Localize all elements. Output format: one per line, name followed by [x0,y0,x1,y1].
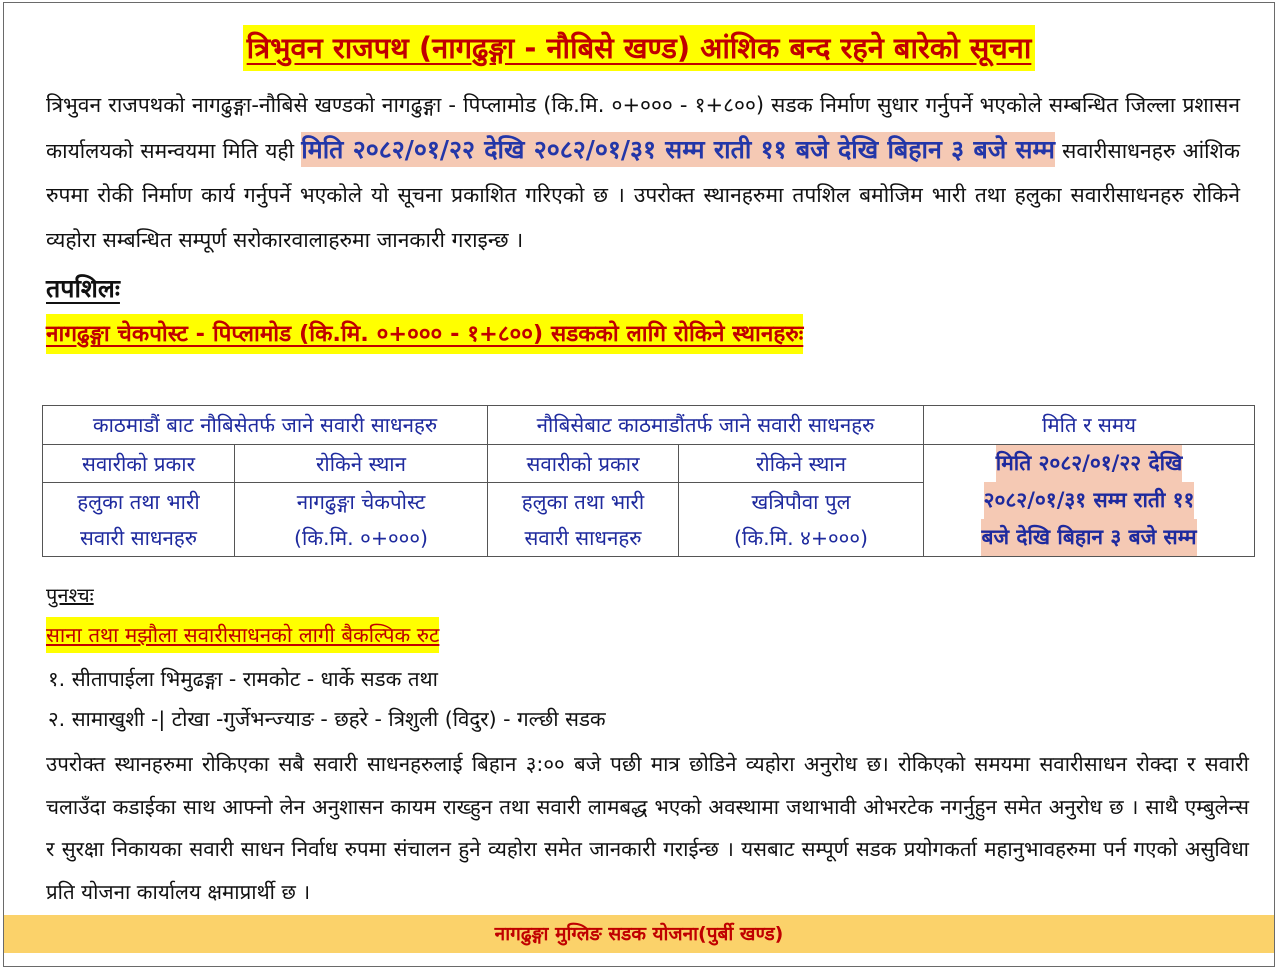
vehicle-type-1-line-1: हलुका तथा भारी [77,489,200,514]
stop-place-cell-1 [235,483,488,557]
stop-place-2-line-1: खत्रिपौवा पुल [751,489,851,514]
notice-page [3,2,1275,967]
title-wrap [4,25,1274,73]
para1-part2: सवारीसाधनहरु आंशिक रुपमा रोकी निर्माण कार्य गर्नुपर्ने भएकोले यो सूचना प्रकाशित गरिएको छ । उपरोक्त स्थानहरुमा तपशिल बमोजिम भारी तथा हलुका सवारीसाधनहरु रोकिने व्यहोरा सम्बन्धित सम्पूर्ण सरोकारवालाहरुमा जानकारी गराइन्छ । [46,138,1240,252]
postscript-label: पुनश्चः [46,583,94,607]
date-highlight: मिति २०८२/०१/२२ देखि २०८२/०१/३१ सम्म राती ११ बजे देखि बिहान ३ बजे सम्म [301,132,1055,167]
stop-place-2-line-2: (कि.मि. ४+०००) [734,525,868,550]
notice-paragraph-1 [46,83,1240,262]
alt-route-heading: साना तथा मझौला सवारीसाधनको लागी बैकल्पिक रुट [46,617,439,653]
stop-place-cell-2 [679,483,924,557]
table-header-row-1 [43,406,1255,445]
vehicle-type-cell-2 [488,483,679,557]
subheading-wrap [46,314,1274,354]
vehicle-type-2-line-2: सवारी साधनहरु [524,525,642,550]
stop-place-1-line-2: (कि.मि. ०+०००) [294,525,428,550]
datetime-line-1: मिति २०८२/०१/२२ देखि [996,445,1183,482]
notice-paragraph-2: उपरोक्त स्थानहरुमा रोकिएका सबै सवारी साधनहरुलाई बिहान ३:०० बजे पछी मात्र छोडिने व्यहोरा अनुरोध छ। रोकिएको समयमा सवारीसाधन रोक्दा र सवारी चलाउँदा कडाईका साथ आफ्नो लेन अनुशासन कायम राख्हुन तथा सवारी लामबद्ध भएको अवस्थामा जथाभावी ओभरटेक नगर्नुहुन समेत अनुरोध छ । साथै एम्बुलेन्स र सुरक्षा निकायका सवारी साधन निर्वाध रुपमा संचालन हुने व्यहोरा समेत जानकारी गराईन्छ । यसबाट सम्पूर्ण सडक प्रयोगकर्ता महानुभावहरुमा पर्न गएको असुविधा प्रति योजना कार्यालय क्षमाप्रार्थी छ । [46,752,1249,904]
datetime-line-2: २०८२/०१/३१ सम्म राती ११ [984,482,1195,519]
alt-route-1: १. सीतापाईला भिमुढङ्गा - रामकोट - धार्के सडक तथा [48,667,438,691]
header-kathmandu-to-naubise: काठमाडौं बाट नौबिसेतर्फ जाने सवारी साधनहरु [43,406,488,445]
footer-office-name: नागढुङ्गा मुग्लिङ सडक योजना(पुर्बी खण्ड) [4,915,1274,953]
stop-place-1-line-1: नागढुङ्गा चेकपोस्ट [296,489,426,514]
header-vehicle-type-1: सवारीको प्रकार [43,445,235,483]
date-time-cell [924,445,1255,557]
header-stop-place-2: रोकिने स्थान [679,445,924,483]
vehicle-type-cell-1 [43,483,235,557]
closure-places-heading: नागढुङ्गा चेकपोस्ट - पिप्लामोड (कि.मि. ०+००० - १+८००) सडकको लागि रोकिने स्थानहरुः [46,314,803,354]
closure-table [42,405,1255,557]
header-stop-place-1: रोकिने स्थान [235,445,488,483]
vehicle-type-2-line-1: हलुका तथा भारी [521,489,645,514]
header-vehicle-type-2: सवारीको प्रकार [488,445,679,483]
header-naubise-to-kathmandu: नौबिसेबाट काठमाडौंतर्फ जाने सवारी साधनहरु [488,406,924,445]
table-header-row-2 [43,445,1255,483]
tapasil-heading: तपशिलः [46,274,120,303]
vehicle-type-1-line-2: सवारी साधनहरु [79,525,198,550]
alt-route-2: २. सामाखुशी -| टोखा -गुर्जेभन्ज्याङ - छहरे - त्रिशुली (विदुर) - गल्छी सडक [48,707,606,731]
para1-part1: त्रिभुवन राजपथको नागढुङ्गा-नौबिसे खण्डको नागढुङ्गा - पिप्लामोड (कि.मि. ०+००० - १+८००) सडक निर्माण सुधार गर्नुपर्ने भएकोले सम्बन्धित जिल्ला प्रशासन कार्यालयको समन्वयमा मिति यही [46,93,1240,163]
datetime-line-3: बजे देखि बिहान ३ बजे सम्म [981,519,1196,556]
header-date-time: मिति र समय [924,406,1255,445]
notice-title: त्रिभुवन राजपथ (नागढुङ्गा - नौबिसे खण्ड) आंशिक बन्द रहने बारेको सूचना [243,25,1036,71]
alt-route-heading-wrap [46,617,439,653]
